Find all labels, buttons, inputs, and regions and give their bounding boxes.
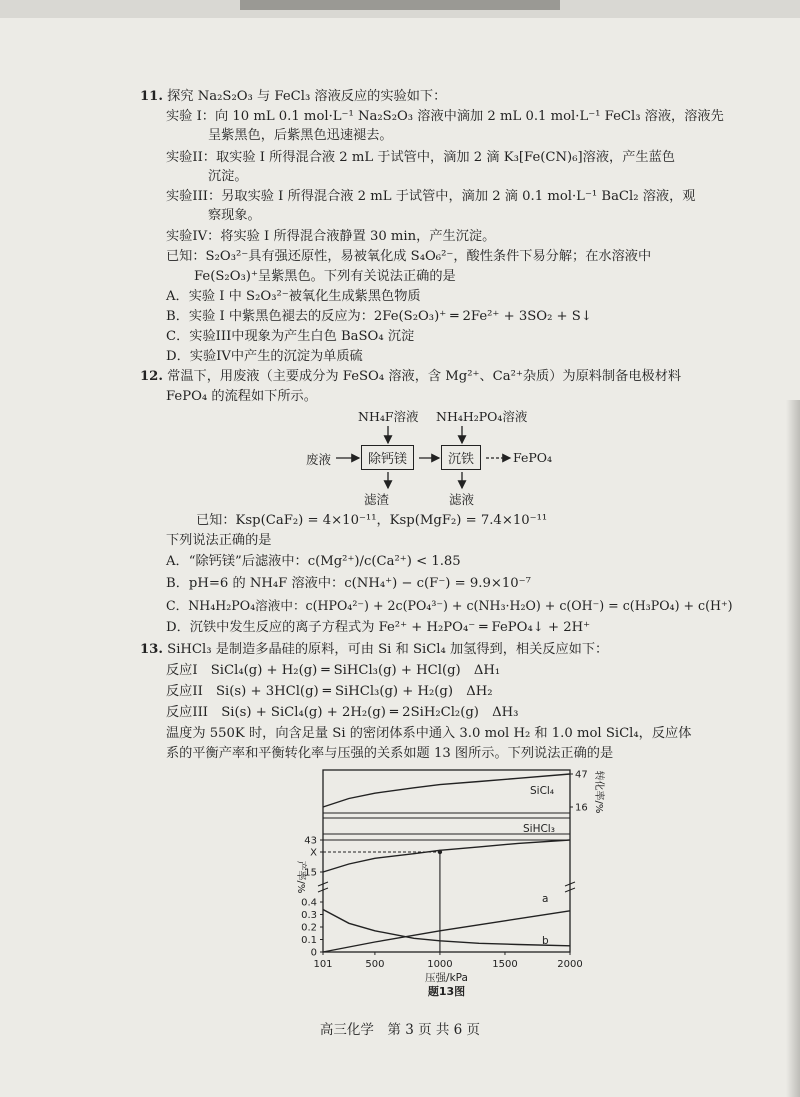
q13-condition-line1: 温度为 550K 时，向含足量 Si 的密闭体系中通入 3.0 mol H₂ 和 1.0 mol SiCl₄，反应体 xyxy=(166,726,692,741)
q13-reaction-1: 反应I SiCl₄(g) + H₂(g) ═ SiHCl₃(g) + HCl(g) ΔH₁ xyxy=(166,663,501,678)
x-tick-label: 101 xyxy=(313,959,333,970)
q11-exp1-line1: 实验 I：向 10 mL 0.1 mol·L⁻¹ Na₂S₂O₃ 溶液中滴加 2 mL 0.1 mol·L⁻¹ FeCl₃ 溶液，溶液先 xyxy=(166,109,724,124)
flow-step-remove-ca-mg: 除钙镁 xyxy=(361,445,414,470)
q13-reaction-3: 反应III Si(s) + SiCl₄(g) + 2H₂(g) ═ 2SiH₂Cl₂(g) ΔH₃ xyxy=(166,705,519,720)
q12-known: 已知：Ksp(CaF₂) = 4×10⁻¹¹，Ksp(MgF₂) = 7.4×10⁻¹¹ xyxy=(196,513,548,528)
x-tick-label: 1500 xyxy=(492,959,518,970)
q11-exp2-line2: 沉淀。 xyxy=(208,169,248,184)
x-axis-label: 压强/kPa xyxy=(425,972,468,984)
right-tick-label: 16 xyxy=(575,802,588,814)
page-footer: 高三化学 第 3 页 共 6 页 xyxy=(319,1022,481,1038)
series-label: a xyxy=(542,893,549,905)
q12-option-d: D．沉铁中发生反应的离子方程式为 Fe²⁺ + H₂PO₄⁻ ═ FePO₄↓ + 2H⁺ xyxy=(166,620,591,635)
q12-ask: 下列说法正确的是 xyxy=(166,533,272,548)
q11-option-b: B．实验 I 中紫黑色褪去的反应为：2Fe(S₂O₃)⁺ ═ 2Fe²⁺ + 3SO₂ + S↓ xyxy=(166,309,592,324)
x-tick-label: 500 xyxy=(365,959,385,970)
q12-option-c: C．NH₄H₂PO₄溶液中：c(HPO₄²⁻) + 2c(PO₄³⁻) + c(NH₃·H₂O) + c(OH⁻) = c(H₃PO₄) + c(H⁺) xyxy=(166,598,733,613)
q12-option-a: A．“除钙镁”后滤液中：c(Mg²⁺)/c(Ca²⁺) < 1.85 xyxy=(166,554,461,569)
q11-exp1-line2: 呈紫黑色，后紫黑色迅速褪去。 xyxy=(208,128,393,143)
q11-known-line1: 已知：S₂O₃²⁻具有强还原性，易被氧化成 S₄O₆²⁻，酸性条件下易分解；在水溶液中 xyxy=(166,249,652,264)
flow-reagent-nh4h2po4: NH₄H₂PO₄溶液 xyxy=(436,409,528,424)
q11-known-line2: Fe(S₂O₃)⁺呈紫黑色。下列有关说法正确的是 xyxy=(194,269,456,284)
left-tick-label: X xyxy=(310,847,317,859)
series-label: SiHCl₃ xyxy=(523,823,555,835)
q13-reaction-2: 反应II Si(s) + 3HCl(g) ═ SiHCl₃(g) + H₂(g) ΔH₂ xyxy=(166,684,493,699)
q11-exp3-line1: 实验III：另取实验 I 所得混合液 2 mL 于试管中，滴加 2 滴 0.1 mol·L⁻¹ BaCl₂ 溶液，观 xyxy=(166,189,696,204)
q12-stem-line2: FePO₄ 的流程如下所示。 xyxy=(166,389,317,404)
left-tick-label: 0.3 xyxy=(301,910,317,921)
flow-reagent-nh4f: NH₄F溶液 xyxy=(358,409,419,424)
marker-point xyxy=(438,850,442,854)
q13-number: 13. xyxy=(140,642,163,657)
series-line-sihcl3 xyxy=(323,840,570,872)
flow-step-precipitate-fe: 沉铁 xyxy=(441,445,481,470)
q12-number: 12. xyxy=(140,369,163,384)
right-tick-label: 47 xyxy=(575,769,588,781)
series-label: b xyxy=(542,935,549,947)
q11-option-a: A．实验 I 中 S₂O₃²⁻被氧化生成紫黑色物质 xyxy=(166,289,421,304)
q11-option-d: D．实验IV中产生的沉淀为单质硫 xyxy=(166,349,363,364)
left-tick-label: 0.4 xyxy=(301,897,317,909)
series-line-a xyxy=(323,911,570,952)
flow-output-fepo4: FePO₄ xyxy=(513,450,553,465)
series-line-b xyxy=(323,910,570,946)
flow-residue-2: 滤液 xyxy=(449,492,475,507)
flow-arrows xyxy=(0,0,800,520)
flow-residue-1: 滤渣 xyxy=(364,492,390,507)
q11-number: 11. xyxy=(140,89,163,104)
q12-option-b: B．pH=6 的 NH₄F 溶液中：c(NH₄⁺) − c(F⁻) = 9.9×10⁻⁷ xyxy=(166,576,531,591)
q11-exp2-line1: 实验II：取实验 I 所得混合液 2 mL 于试管中，滴加 2 滴 K₃[Fe(CN)₆]溶液，产生蓝色 xyxy=(166,150,675,165)
q13-stem-text: SiHCl₃ 是制造多晶硅的原料，可由 Si 和 SiCl₄ 加氢得到，相关反应如下： xyxy=(167,642,609,657)
left-tick-label: 0.2 xyxy=(301,922,317,934)
q11-exp4: 实验IV：将实验 I 所得混合液静置 30 min，产生沉淀。 xyxy=(166,229,496,244)
q11-option-c: C．实验III中现象为产生白色 BaSO₄ 沉淀 xyxy=(166,329,415,344)
x-tick-label: 2000 xyxy=(557,959,583,970)
left-tick-label: 43 xyxy=(304,835,317,847)
flow-input-waste: 废液 xyxy=(306,452,332,467)
x-tick-label: 1000 xyxy=(427,959,453,970)
left-tick-label: 15 xyxy=(304,867,317,879)
q13-stem xyxy=(140,641,608,659)
series-label: SiCl₄ xyxy=(530,785,555,797)
q11-stem-text: 探究 Na₂S₂O₃ 与 FeCl₃ 溶液反应的实验如下： xyxy=(167,89,447,104)
left-tick-label: 0.1 xyxy=(301,935,317,946)
q11-exp3-line2: 察现象。 xyxy=(208,208,261,223)
left-tick-label: 0 xyxy=(310,947,317,959)
q12-stem-text: 常温下，用废液（主要成分为 FeSO₄ 溶液，含 Mg²⁺、Ca²⁺杂质）为原料制备电极材料 xyxy=(167,369,682,384)
q13-chart xyxy=(280,762,610,1012)
q13-condition-line2: 系的平衡产率和平衡转化率与压强的关系如题 13 图所示。下列说法正确的是 xyxy=(166,746,614,761)
chart-caption: 题13图 xyxy=(427,985,466,998)
y-axis-label-left: 产率/% xyxy=(295,860,306,894)
y-axis-label-right: 转化率/% xyxy=(593,770,604,814)
